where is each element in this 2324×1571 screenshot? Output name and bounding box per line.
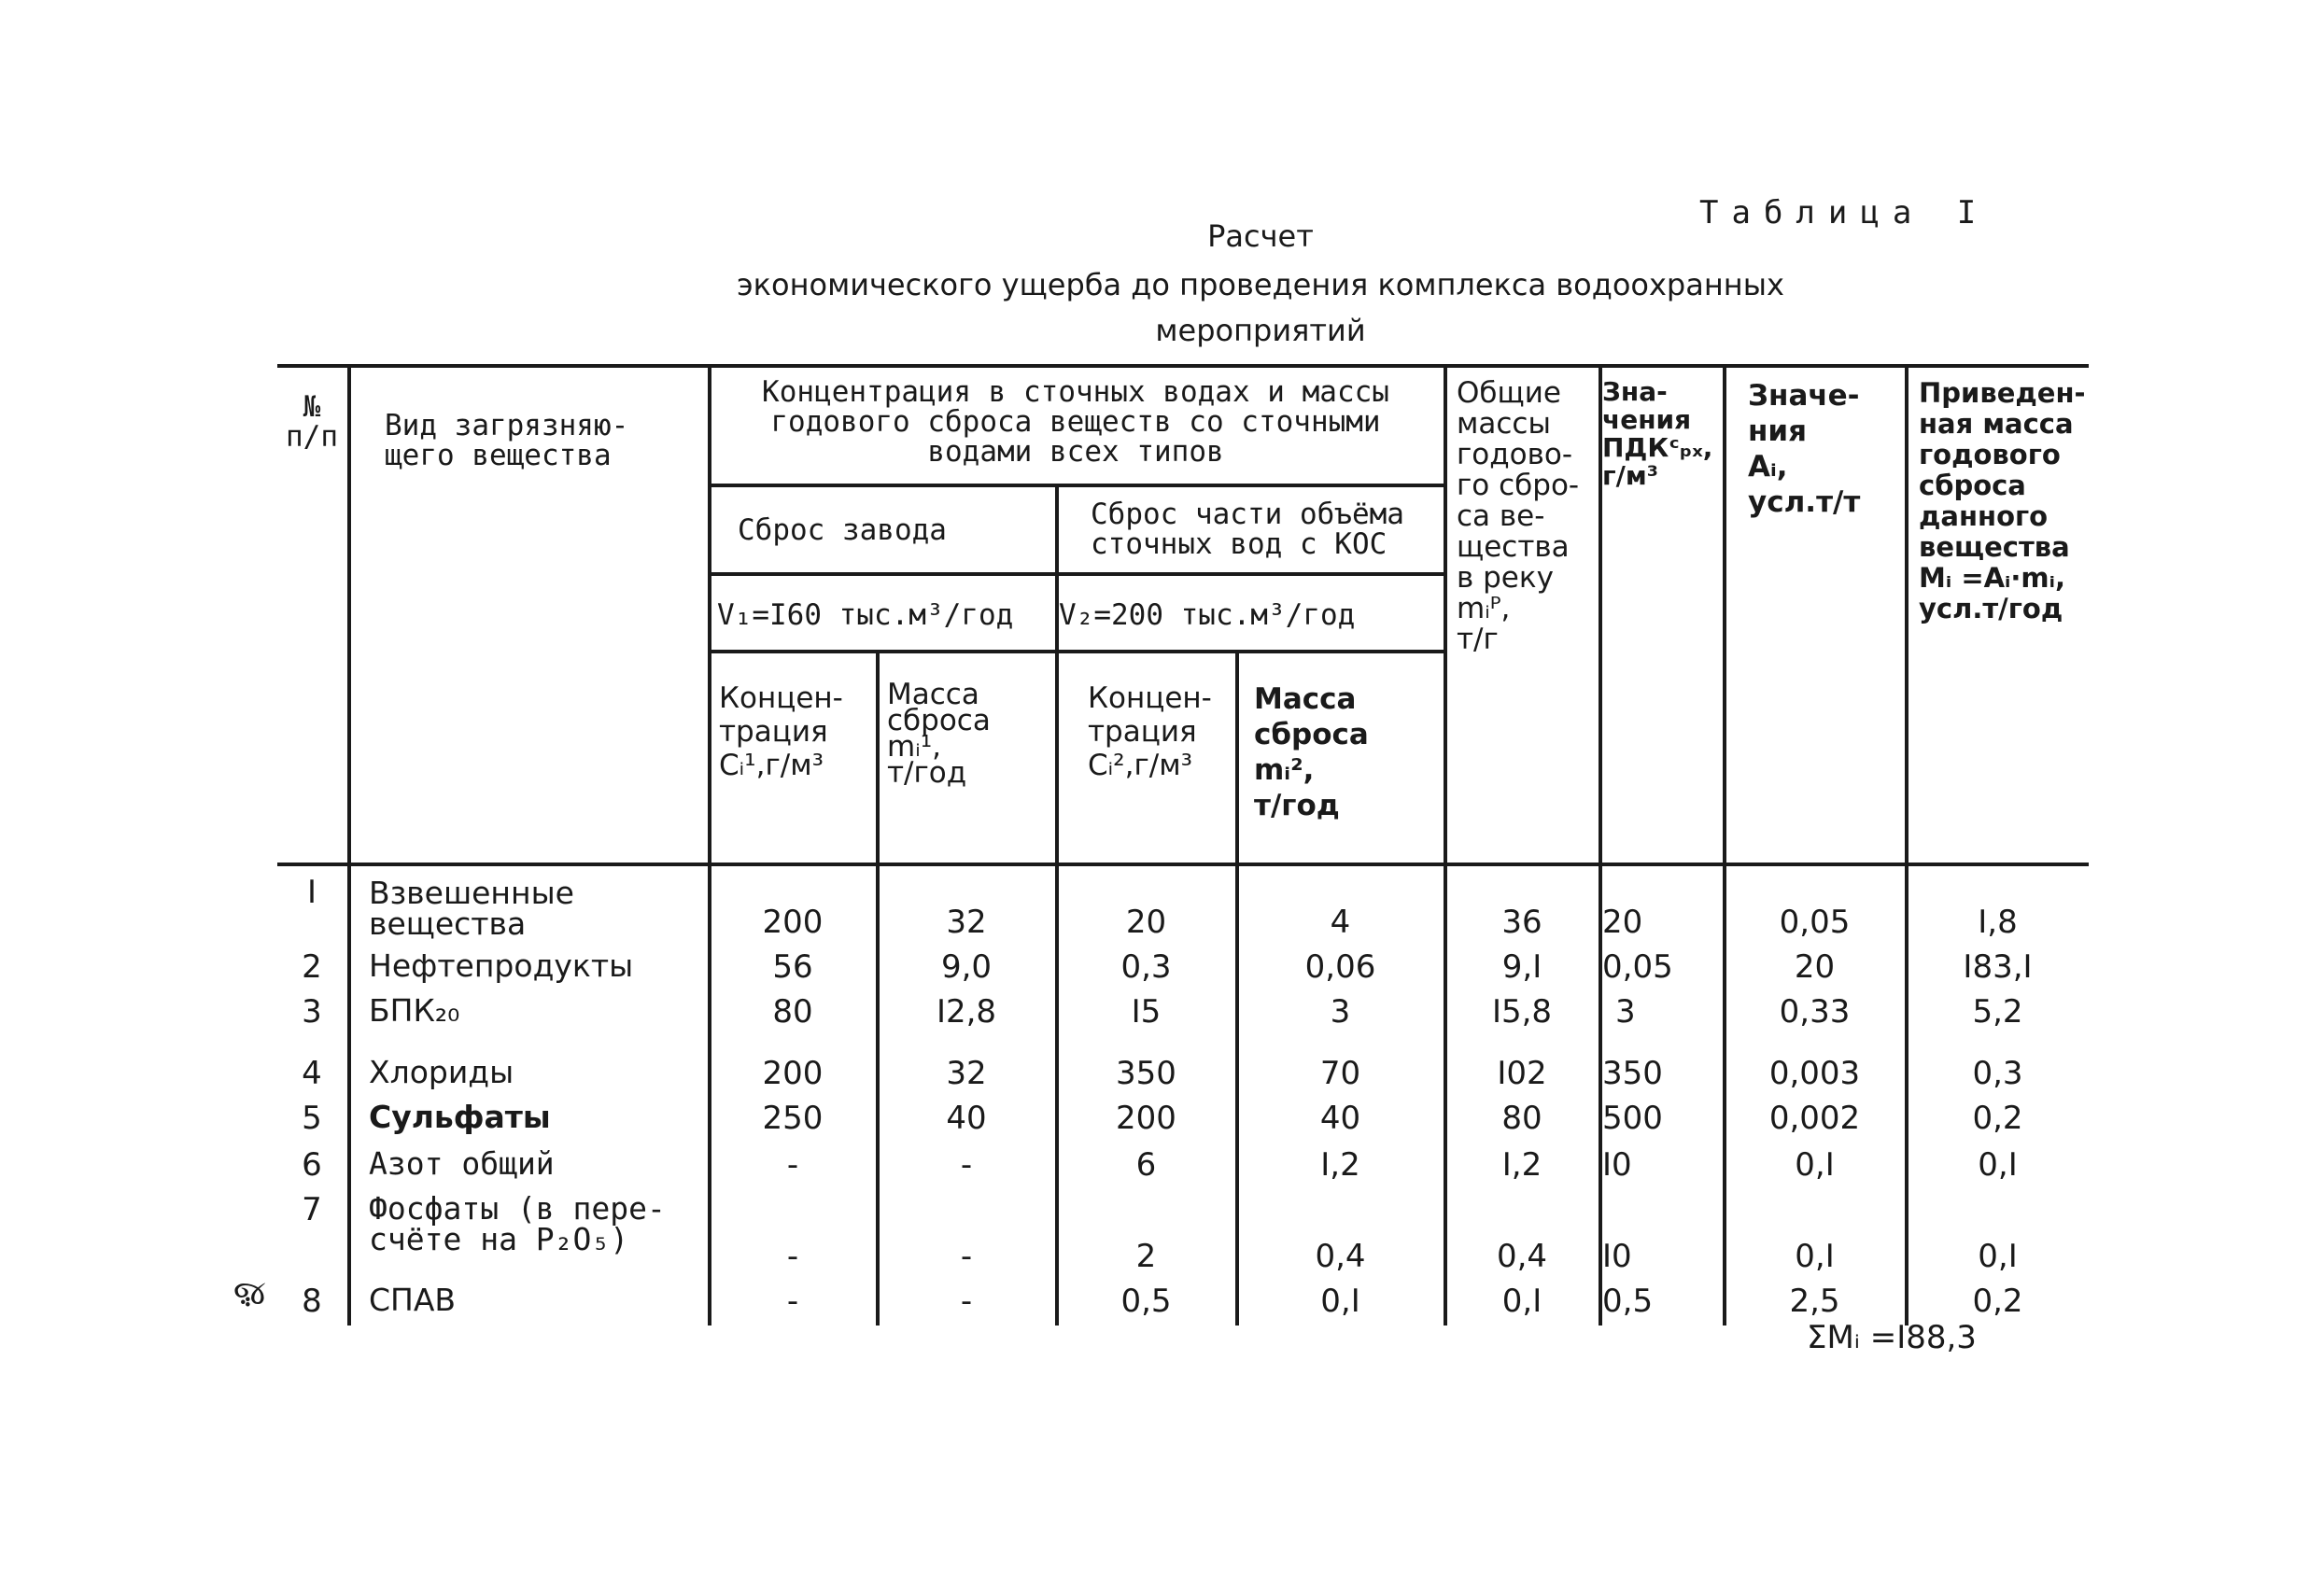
row-2-m: I83,I <box>1963 948 2033 986</box>
row-6-total: I,2 <box>1501 1146 1542 1184</box>
row-3-m2: 3 <box>1330 993 1351 1031</box>
row-5-m2: 40 <box>1319 1100 1361 1137</box>
row-2-m2: 0,06 <box>1304 948 1376 986</box>
row-5-a: 0,002 <box>1768 1100 1861 1137</box>
row-2-name: Нефтепродукты <box>369 947 634 984</box>
header-conc2: Концен- трация Cᵢ²,г/м³ <box>1088 681 1212 782</box>
top-rule <box>277 364 2089 368</box>
row-5-total: 80 <box>1501 1100 1542 1137</box>
row-8-pdk: 0,5 <box>1602 1283 1654 1320</box>
row-5-num: 5 <box>302 1100 322 1137</box>
row-3-total: I5,8 <box>1491 993 1553 1031</box>
header-bottom-rule <box>277 863 2089 866</box>
row-4-m2: 70 <box>1319 1055 1361 1092</box>
header-name: Вид загрязняю- щего вещества <box>385 409 629 472</box>
row-2-m1: 9,0 <box>940 948 993 986</box>
row-1-c2: 20 <box>1125 904 1167 941</box>
row-6-name: Азот общий <box>369 1145 555 1182</box>
header-kos: Сброс части объёма сточных вод с КОС <box>1091 498 1404 561</box>
row-7-m: 0,I <box>1978 1238 2018 1275</box>
row-1-total: 36 <box>1501 904 1542 941</box>
row-1-m1: 32 <box>946 904 987 941</box>
header-num: № п/п <box>286 390 338 454</box>
row-3-num: 3 <box>302 993 322 1031</box>
row-8-c2: 0,5 <box>1120 1283 1172 1320</box>
row-4-total: I02 <box>1497 1055 1547 1092</box>
row-6-c1: - <box>786 1146 799 1184</box>
row-4-c1: 200 <box>762 1055 824 1092</box>
row-2-total: 9,I <box>1501 948 1542 986</box>
row-7-pdk: I0 <box>1602 1238 1632 1275</box>
row-8-total: 0,I <box>1501 1283 1542 1320</box>
row-4-m: 0,3 <box>1972 1055 2023 1092</box>
header-pdk: Зна- чения ПДКᶜₚₓ, г/м³ <box>1602 376 1713 491</box>
row-4-num: 4 <box>302 1055 322 1092</box>
heading-subtitle: экономического ущерба до проведения комплекса водоохранных <box>737 267 1784 302</box>
row-5-c2: 200 <box>1116 1100 1176 1137</box>
row-7-c2: 2 <box>1135 1238 1157 1275</box>
row-8-m2: 0,I <box>1320 1283 1360 1320</box>
row-4-name: Хлориды <box>369 1054 514 1090</box>
row-3-name: БПК₂₀ <box>369 992 460 1029</box>
row-2-a: 20 <box>1794 948 1836 986</box>
col-divider-5 <box>1235 650 1239 1326</box>
row-5-pdk: 500 <box>1602 1100 1663 1137</box>
row-2-c1: 56 <box>772 948 813 986</box>
row-8-m1: - <box>960 1283 973 1320</box>
header-a: Значе- ния Aᵢ, усл.т/т <box>1748 379 1861 519</box>
row-6-m: 0,I <box>1978 1146 2018 1184</box>
row-3-a: 0,33 <box>1779 993 1851 1031</box>
row-7-a: 0,I <box>1795 1238 1835 1275</box>
row-6-c2: 6 <box>1135 1146 1157 1184</box>
row-7-m1: - <box>960 1238 973 1275</box>
subgroup-rule <box>708 572 1445 576</box>
row-1-name: Взвешенные вещества <box>369 875 574 942</box>
header-total: Общие массы годово- го сбро- са ве- щества в реку mᵢᴾ, т/г <box>1457 376 1580 656</box>
row-4-pdk: 350 <box>1602 1055 1663 1092</box>
row-7-num: 7 <box>302 1191 322 1228</box>
summary-total: ΣMᵢ =I88,3 <box>1807 1319 1977 1356</box>
group-rule <box>708 484 1445 487</box>
header-mass1: Масса сброса mᵢ¹, т/год <box>887 678 991 790</box>
header-v1: V₁=I60 тыс.м³/год <box>717 598 1014 632</box>
row-3-m1: I2,8 <box>936 993 997 1031</box>
row-7-name: Фосфаты (в пере- счёте на P₂O₅) <box>369 1190 666 1257</box>
row-2-c2: 0,3 <box>1120 948 1172 986</box>
heading-subtitle-cont: мероприятий <box>1155 313 1366 348</box>
row-1-c1: 200 <box>762 904 824 941</box>
volume-rule <box>708 650 1445 653</box>
row-5-m1: 40 <box>946 1100 987 1137</box>
row-3-c1: 80 <box>772 993 813 1031</box>
header-v2: V₂=200 тыс.м³/год <box>1059 598 1356 632</box>
header-plant: Сброс завода <box>738 513 947 547</box>
header-group: Концентрация в сточных водах и массы годового сброса веществ со сточными водами всех типов <box>762 375 1389 469</box>
table-label: Таблица I <box>1699 194 1990 231</box>
row-8-m: 0,2 <box>1972 1283 2023 1320</box>
col-divider-1 <box>347 364 351 1326</box>
row-3-pdk: 3 <box>1615 993 1636 1031</box>
row-7-m2: 0,4 <box>1315 1238 1366 1275</box>
row-8-a: 2,5 <box>1789 1283 1840 1320</box>
row-6-m2: I,2 <box>1320 1146 1360 1184</box>
row-7-total: 0,4 <box>1496 1238 1548 1275</box>
row-2-pdk: 0,05 <box>1602 948 1673 986</box>
row-4-c2: 350 <box>1116 1055 1176 1092</box>
row-1-pdk: 20 <box>1602 904 1643 941</box>
header-mass2: Масса сброса mᵢ², т/год <box>1254 682 1369 822</box>
margin-mark: ૹ <box>233 1274 266 1312</box>
heading-title: Расчет <box>1207 218 1314 254</box>
row-6-num: 6 <box>302 1146 322 1184</box>
row-5-m: 0,2 <box>1972 1100 2023 1137</box>
row-6-m1: - <box>960 1146 973 1184</box>
row-3-m: 5,2 <box>1972 993 2023 1031</box>
header-conc1: Концен- трация Cᵢ¹,г/м³ <box>719 681 843 782</box>
row-8-num: 8 <box>302 1283 322 1320</box>
header-m: Приведен- ная масса годового сброса данного вещества Mᵢ =Aᵢ·mᵢ, усл.т/год <box>1919 377 2086 624</box>
row-1-num: I <box>306 874 317 911</box>
row-7-c1: - <box>786 1238 799 1275</box>
row-4-m1: 32 <box>946 1055 987 1092</box>
row-4-a: 0,003 <box>1768 1055 1861 1092</box>
row-1-m2: 4 <box>1330 904 1351 941</box>
row-3-c2: I5 <box>1131 993 1162 1031</box>
col-divider-3 <box>876 650 880 1326</box>
row-1-m: I,8 <box>1978 904 2018 941</box>
row-2-num: 2 <box>302 948 322 986</box>
row-6-pdk: I0 <box>1602 1146 1632 1184</box>
row-6-a: 0,I <box>1795 1146 1835 1184</box>
row-8-name: СПАВ <box>369 1282 457 1318</box>
row-8-c1: - <box>786 1283 799 1320</box>
row-5-c1: 250 <box>762 1100 824 1137</box>
row-5-name: Сульфаты <box>369 1099 551 1135</box>
row-1-a: 0,05 <box>1779 904 1851 941</box>
